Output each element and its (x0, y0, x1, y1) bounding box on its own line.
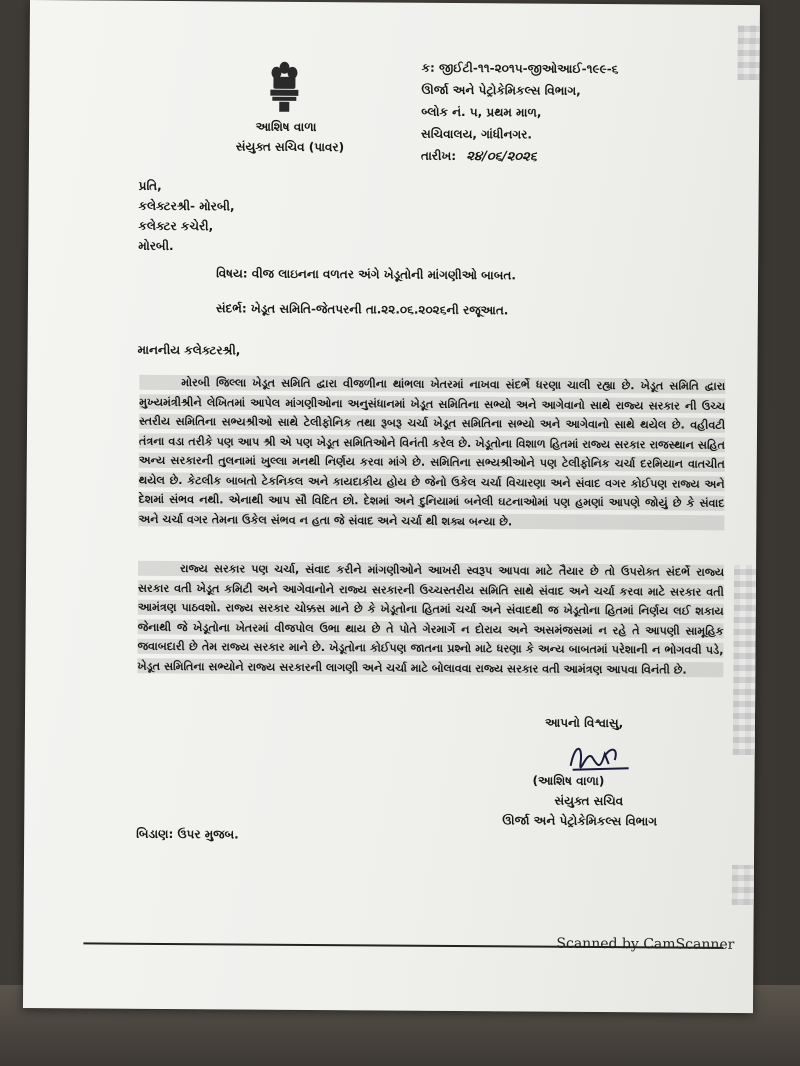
salutation: માનનીય કલેક્ટરશ્રી, (137, 342, 241, 358)
date-line (421, 149, 537, 165)
redaction-block (737, 25, 759, 80)
letter-date: ૨૪/૦૬/૨૦૨૬ (466, 149, 538, 165)
redaction-block (732, 865, 754, 905)
signer-department: ઊર્જા અને પેટ્રોકેમિકલ્સ વિભાગ (502, 813, 658, 829)
officer-designation: સંયુક્ત સચિવ (પાવર) (235, 139, 345, 155)
closing-line: આપનો વિશ્વાસુ, (544, 715, 624, 731)
signer-name: (આશિષ વાળા) (532, 773, 605, 789)
block-address: બ્લોક નં. ૫, પ્રથમ માળ, (421, 104, 542, 120)
recipient-line: કલેક્ટરશ્રી- મોરબી, (138, 198, 235, 214)
officer-name: આશિષ વાળા (255, 119, 317, 135)
enclosure-line: બિડાણ: ઉપર મુજબ. (136, 826, 239, 842)
body-paragraph-1: મોરબી જિલ્લા ખેડૂત સમિતિ દ્વારા વીજળીના થાંભલા ખેતરમાં નાખવા સંદર્ભે ધરણા ચાલી રહ્યા છે. ખેડૂત સમિતિ દ્વારા મુખ્યમંત્રીશ્રીને લેખિતમાં આપેલ માંગણીઓના અનુસંધાનમાં ખેડૂત સમિતિના સભ્યો અને આગેવાનો સાથે રાજ્ય સરકાર ની ઉચ્ચ સ્તરીય સમિતિના સભ્યશ્રીઓ સાથે ટેલીફોનિક તથા રૂબરૂ ચર્ચા ખેડૂત સમિતિના સભ્યો અને આગેવાનો સાથે થયેલ છે. વહીવટી તંત્રના વડા તરીકે પણ આપ શ્રી એ પણ ખેડૂત સમિતિઓને વિનંતી કરેલ છે. ખેડૂતોના વિશાળ હિતમાં રાજ્ય સરકાર રાજસ્થાન સહિત અન્ય સરકારની તુલનામાં ખુલ્લા મનથી નિર્ણય કરવા માંગે છે. સમિતિના સભ્યશ્રીઓને પણ ટેલીફોનિક ચર્ચા દરમિયાન વાતચીત થયેલ છે. કેટલીક બાબતો ટેકનિકલ અને કાયદાકીય હોય છે જેનો ઉકેલ ચર્ચા વિચારણા અને સંવાદ વગર કોઈપણ રાજ્ય અને દેશમાં સંભવ નથી. એનાથી આપ સૌ વિદિત છો. દેશમાં અને દુનિયામાં બનેલી ઘટનાઓમાં પણ હમણાં આપણે જોયું છે કે સંવાદ અને ચર્ચા વગર તેમના ઉકેલ સંભવ ન હતા જે સંવાદ અને ચર્ચા થી શક્ય બન્યા છે. (138, 373, 725, 533)
subject-line: વિષય: વીજ લાઇનના વળતર અંગે ખેડૂતોની માંગણીઓ બાબત. (216, 266, 516, 283)
signature-icon (565, 738, 635, 776)
recipient-line: કલેક્ટર કચેરી, (138, 218, 214, 234)
sachivalay-address: સચિવાલય, ગાંધીનગર. (421, 126, 533, 142)
letter-page (23, 0, 760, 1013)
recipient-line: મોરબી. (138, 238, 174, 254)
state-emblem-icon (267, 60, 301, 114)
signer-designation: સંયુક્ત સચિવ (554, 793, 624, 809)
reference-line: સંદર્ભ: ખેડૂત સમિતિ-જેતપરની તા.૨૨.૦૬.૨૦૨૬ની રજૂઆત. (215, 301, 509, 318)
camscanner-watermark: Scanned by CamScanner (556, 935, 735, 953)
body-paragraph-2: રાજ્ય સરકાર પણ ચર્ચા, સંવાદ કરીને માંગણીઓને આખરી સ્વરૂપ આપવા માટે તૈયાર છે તો ઉપરોક્ત સંદર્ભે રાજ્ય સરકાર વતી ખેડૂત કમિટી અને આગેવાનોને રાજ્ય સરકારની ઉચ્ચસ્તરીય સમિતિ સાથે સંવાદ અને ચર્ચા કરવા માટે સરકાર વતી આમંત્રણ પાઠવશો. રાજ્ય સરકાર ચોક્કસ માને છે કે ખેડૂતોના હિતમાં ચર્ચા અને સંવાદથી જ ખેડૂતોના હિતમાં નિર્ણય લઈ શકાય જેનાથી જે ખેડૂતોના ખેતરમાં વીજપોલ ઉભા થાય છે તે પોતે ગેરમાર્ગે ન દોરાય અને અસમંજસમાં ન રહે તે આપણી સામૂહિક જવાબદારી છે તેમ રાજ્ય સરકાર માને છે. ખેડૂતોના કોઈપણ જાતના પ્રશ્નો માટે ધરણા કે અન્ય બાબતમાં પરેશાની ન ભોગવવી પડે, ખેડૂત સમિતિના સભ્યોને રાજ્ય સરકારની લાગણી અને ચર્ચા માટે બોલાવવા રાજ્ય સરકાર વતી આમંત્રણ આપવા વિનંતી છે. (137, 559, 724, 680)
to-label: પ્રતિ, (138, 178, 162, 193)
reference-number: ક: જીઈટી-૧૧-૨૦૧૫-જીઓઆઈ-૧૯૯-૬ (421, 60, 619, 77)
redaction-block (733, 565, 756, 755)
department-address: ઊર્જા અને પેટ્રોકેમિકલ્સ વિભાગ, (421, 82, 581, 98)
date-label: તારીખ: (420, 148, 457, 163)
